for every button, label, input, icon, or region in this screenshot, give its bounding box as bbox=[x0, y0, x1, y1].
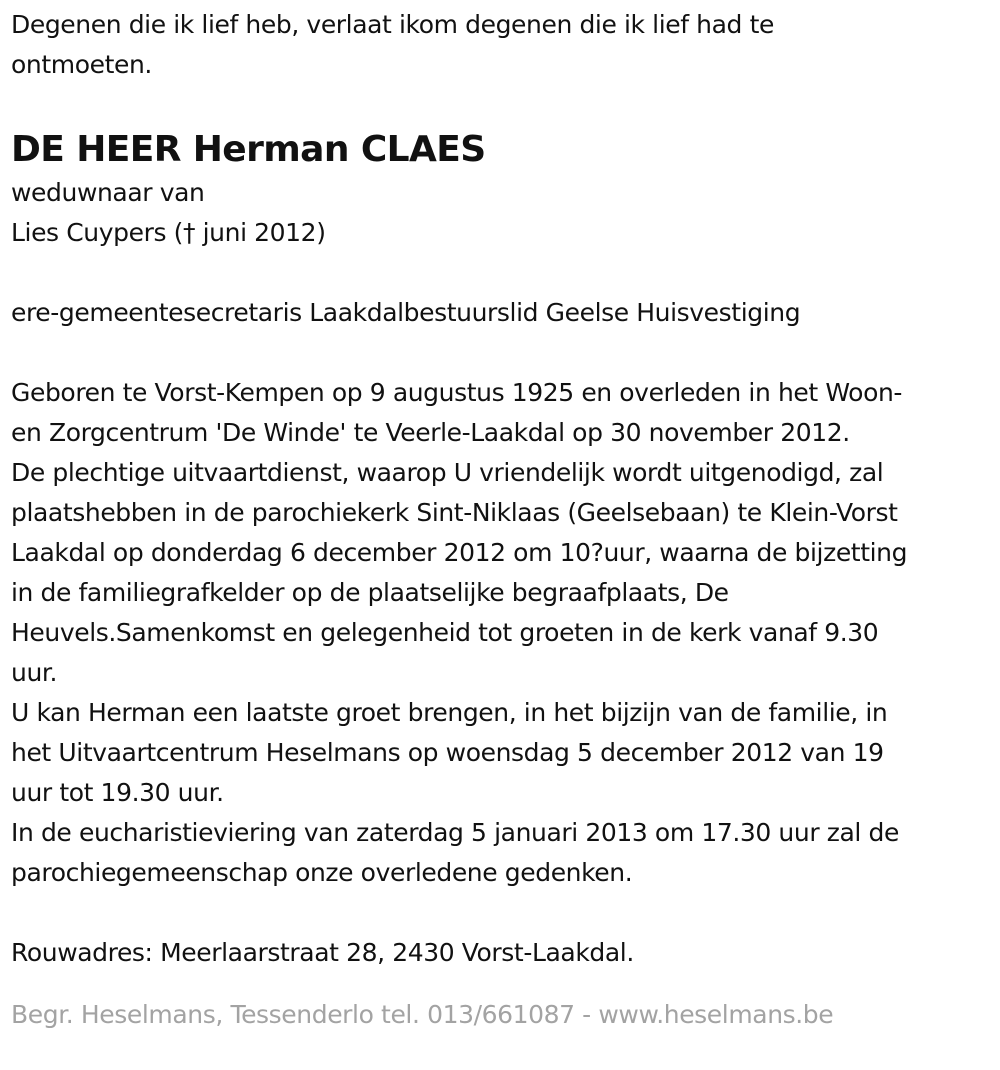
body-line: Geboren te Vorst-Kempen op 9 augustus 1925 en overleden in het Woon- bbox=[11, 378, 903, 407]
spouse-line bbox=[11, 213, 990, 253]
spouse-death-date: juni 2012) bbox=[195, 218, 326, 247]
body-line: en Zorgcentrum 'De Winde' te Veerle-Laakdal op 30 november 2012. bbox=[11, 418, 850, 447]
relation-text: weduwnaar van bbox=[11, 178, 205, 207]
deceased-name: DE HEER Herman CLAES bbox=[11, 129, 486, 170]
quote-line-2: ontmoeten. bbox=[11, 50, 152, 79]
functions-text: ere-gemeentesecretaris Laakdalbestuurslid Geelse Huisvestiging bbox=[11, 298, 801, 327]
spacer bbox=[11, 253, 990, 293]
spacer bbox=[11, 893, 990, 933]
quote-line-1: Degenen die ik lief heb, verlaat ikom degenen die ik lief had te bbox=[11, 10, 774, 39]
body-line: uur. bbox=[11, 658, 58, 687]
body-line: Laakdal op donderdag 6 december 2012 om 10?uur, waarna de bijzetting bbox=[11, 538, 908, 567]
body-line: plaatshebben in de parochiekerk Sint-Niklaas (Geelsebaan) te Klein-Vorst bbox=[11, 498, 898, 527]
body-line: Heuvels.Samenkomst en gelegenheid tot groeten in de kerk vanaf 9.30 bbox=[11, 618, 879, 647]
mourning-address: Rouwadres: Meerlaarstraat 28, 2430 Vorst-Laakdal. bbox=[11, 938, 634, 967]
spacer bbox=[11, 333, 990, 373]
body-line: U kan Herman een laatste groet brengen, in het bijzijn van de familie, in bbox=[11, 698, 888, 727]
funeral-home-footer: Begr. Heselmans, Tessenderlo tel. 013/661087 - www.heselmans.be bbox=[11, 1000, 834, 1029]
spouse-name: Lies Cuypers ( bbox=[11, 218, 183, 247]
obituary-body bbox=[11, 373, 990, 893]
cross-icon: † bbox=[182, 218, 196, 247]
body-line: in de familiegrafkelder op de plaatselijke begraafplaats, De bbox=[11, 578, 729, 607]
body-line: het Uitvaartcentrum Heselmans op woensdag 5 december 2012 van 19 bbox=[11, 738, 884, 767]
body-line: In de eucharistieviering van zaterdag 5 januari 2013 om 17.30 uur zal de bbox=[11, 818, 899, 847]
body-line: De plechtige uitvaartdienst, waarop U vriendelijk wordt uitgenodigd, zal bbox=[11, 458, 884, 487]
body-line: parochiegemeenschap onze overledene gedenken. bbox=[11, 858, 633, 887]
body-line: uur tot 19.30 uur. bbox=[11, 778, 224, 807]
